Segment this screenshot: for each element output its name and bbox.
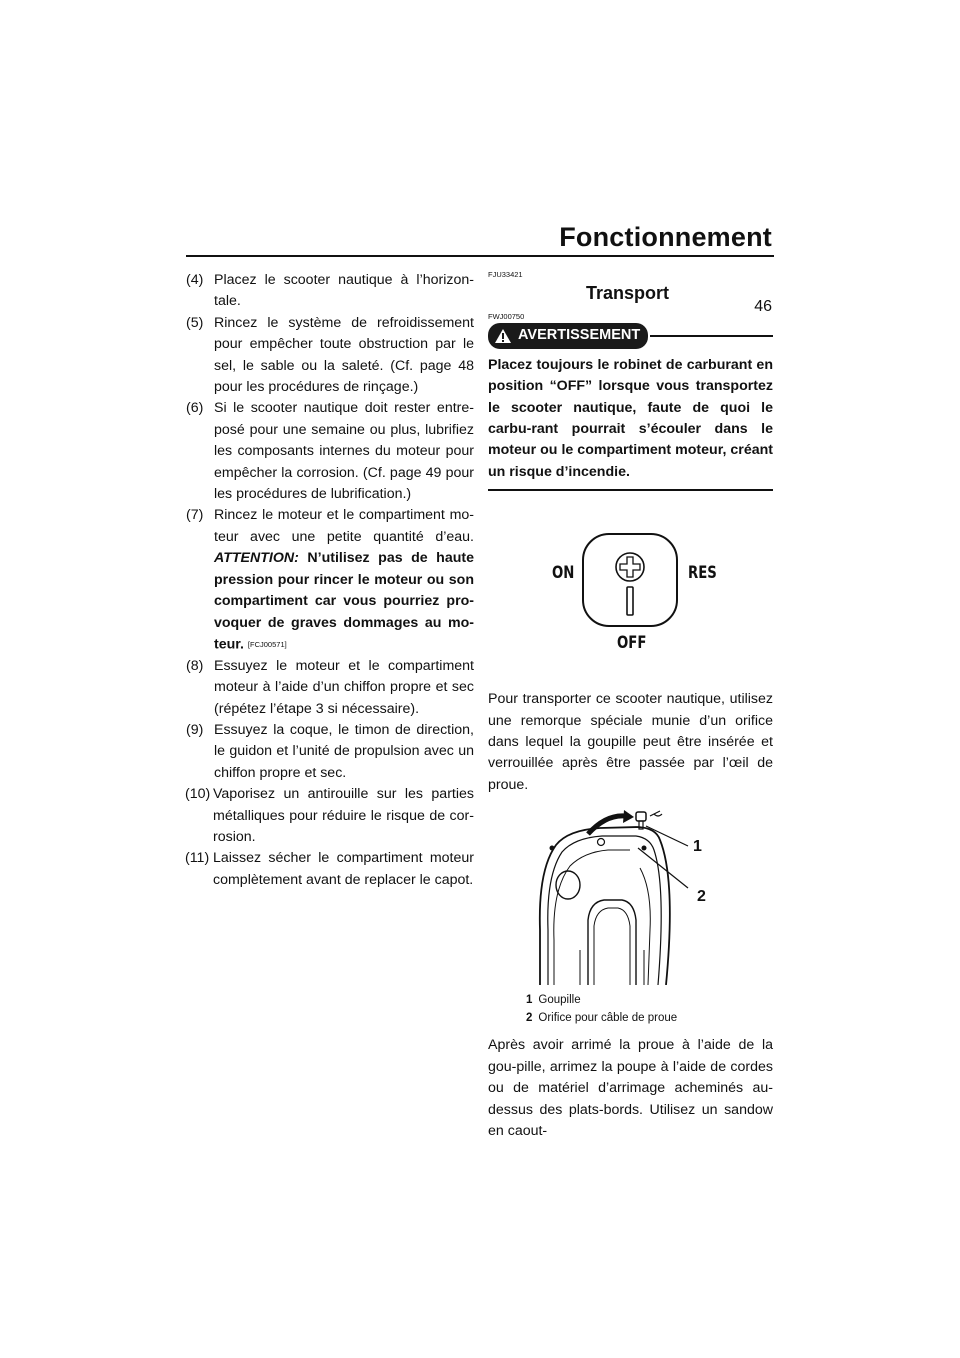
step-number: (11) <box>185 850 210 867</box>
step-text: Si le scooter nautique doit rester entre-posé pour une semaine ou plus, lubrifiez les composants internes du moteur pour empêcher la corrosion. (Cf. page 49 pour les procédures de lubrification.) <box>214 400 474 503</box>
step-10 <box>186 784 474 848</box>
warning-triangle-icon <box>494 328 512 344</box>
figure-legend <box>488 991 773 1027</box>
header-rule <box>186 255 774 257</box>
step-6 <box>186 398 474 505</box>
step-text: Laissez sécher le compartiment moteur complètement avant de replacer le capot. <box>213 850 474 888</box>
warning-header <box>488 323 773 348</box>
step-text: Rincez le système de refroidissement pour empêcher toute obstruction par le sel, le sable ou la saleté. (Cf. page 48 pour les procédures de rinçage.) <box>214 314 474 396</box>
callout-1: 1 <box>693 838 702 856</box>
step-4 <box>186 270 474 313</box>
step-number: (8) <box>186 657 204 674</box>
transport-paragraph-1: Pour transporter ce scooter nautique, utilisez une remorque spéciale munie d’un orifice dans lequel la goupille peut être insérée et verrouillée après être passée par l’œil de proue. <box>488 691 773 793</box>
step-number: (4) <box>186 272 204 288</box>
warning-text: Placez toujours le robinet de carburant en position “OFF” lorsque vous transportez le scooter nautique, faute de quoi le carbu-rant pourrait s’écouler dans le moteur ou le compartiment moteur, créant un risque d’incendie. <box>488 356 773 480</box>
right-column <box>488 270 773 1142</box>
legend-item <box>526 1009 773 1027</box>
step-text: Rincez le moteur et le compartiment mo-teur avec une petite quantité d’eau. <box>214 507 474 545</box>
switch-label-off: OFF <box>617 633 647 654</box>
warning-rule <box>650 335 773 337</box>
legend-text: Orifice pour câble de proue <box>538 1012 678 1025</box>
step-number: (7) <box>186 507 204 524</box>
attention-code: [FCJ00571] <box>247 639 287 649</box>
legend-number: 2 <box>526 1012 533 1025</box>
warning-bottom-rule <box>488 489 773 491</box>
step-7 <box>186 505 474 655</box>
legend-item <box>526 991 773 1009</box>
step-8 <box>186 656 474 720</box>
section-code: FJU33421 <box>488 270 523 279</box>
step-number: (6) <box>186 400 204 417</box>
step-text: Essuyez le moteur et le compartiment moteur à l’aide d’un chiffon propre et sec (répétez l’étape 3 si nécessaire). <box>214 657 474 717</box>
step-9 <box>186 720 474 784</box>
callout-2: 2 <box>697 888 706 906</box>
fuel-valve-figure <box>488 529 773 673</box>
switch-label-res: RES <box>688 563 717 584</box>
attention-text: N’utilisez pas de haute pression pour rincer le moteur ou son compartiment car vous pourriez pro-voquer de graves dommages au mo-teur. <box>214 550 474 653</box>
bow-eye-figure <box>488 810 773 985</box>
legend-number: 1 <box>526 994 533 1007</box>
legend-text: Goupille <box>538 994 581 1007</box>
section-title: Transport <box>586 283 670 303</box>
step-11 <box>186 848 474 891</box>
warning-badge <box>488 323 648 348</box>
attention-label: ATTENTION: <box>214 550 299 567</box>
left-column <box>186 270 474 891</box>
step-text-with-attention <box>214 505 474 655</box>
page-number: 46 <box>754 298 772 315</box>
step-number: (9) <box>186 721 204 738</box>
step-number: (10) <box>185 786 211 803</box>
step-text: Vaporisez un antirouille sur les parties métalliques pour réduire le risque de cor-rosion. <box>213 786 474 846</box>
warning-label: AVERTISSEMENT <box>518 327 641 344</box>
step-number: (5) <box>186 314 204 331</box>
step-text: Essuyez la coque, le timon de direction, le guidon et l’unité de propulsion avec un chiffon propre et sec. <box>214 721 474 781</box>
switch-label-on: ON <box>552 563 575 584</box>
step-text: Placez le scooter nautique à l’horizon-tale. <box>214 272 474 310</box>
warning-code: FWJ00750 <box>488 312 525 322</box>
page-header-title: Fonctionnement <box>559 222 772 252</box>
step-5 <box>186 313 474 399</box>
transport-paragraph-2: Après avoir arrimé la proue à l’aide de la gou-pille, arrimez la poupe à l’aide de cordes ou de matériel d’arrimage acheminés au-dessus des plats-bords. Utilisez un sandow en caout- <box>488 1037 773 1139</box>
